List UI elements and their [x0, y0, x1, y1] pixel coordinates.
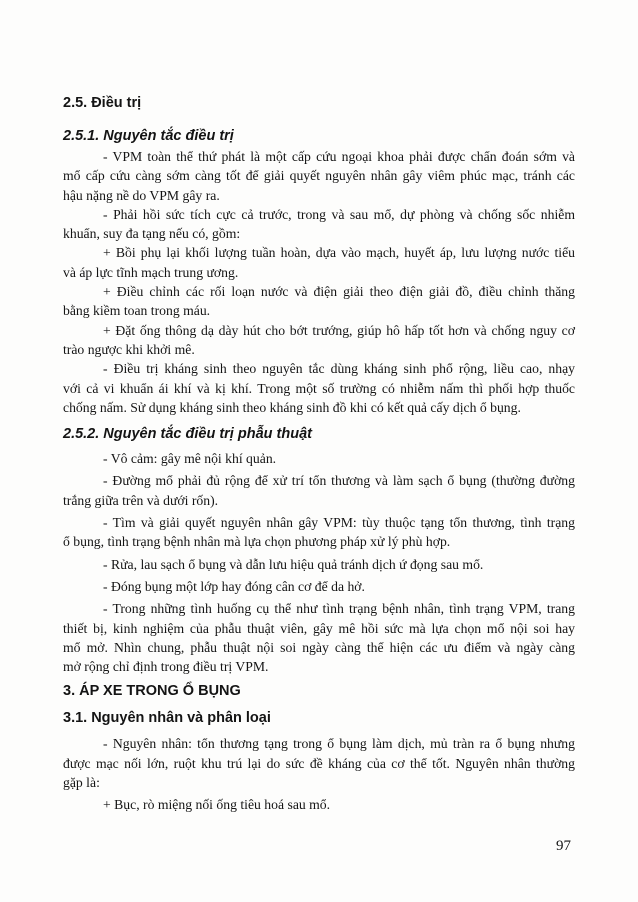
- paragraph: [63, 449, 575, 468]
- section-heading: 3. ÁP XE TRONG Ổ BỤNG: [63, 683, 241, 700]
- paragraph: [63, 513, 575, 552]
- page-body: [63, 92, 575, 815]
- subsection-heading: 3.1. Nguyên nhân và phân loại: [63, 710, 271, 727]
- subsection-heading: 2.5.2. Nguyên tắc điều trị phẫu thuật: [63, 426, 312, 443]
- text-line: ổ bụng, tình trạng bệnh nhân mà lựa chọn phương pháp xử lý phù hợp.: [63, 534, 451, 550]
- text-line: - Trong những tình huống cụ thể như tình trạng bệnh nhân, tình trạng VPM, trang: [103, 601, 575, 617]
- page-number: 97: [556, 838, 571, 854]
- paragraph: [63, 555, 575, 574]
- paragraph: [63, 147, 575, 205]
- text-line: hậu nặng nề do VPM gây ra.: [63, 187, 220, 203]
- text-line: và áp lực tĩnh mạch trung ương.: [63, 264, 239, 280]
- text-line: bằng kiềm toan trong máu.: [63, 303, 211, 319]
- text-line: - Điều trị kháng sinh theo nguyên tắc dùng kháng sinh phổ rộng, liều cao, nhạy: [103, 361, 575, 377]
- text-line: + Điều chỉnh các rối loạn nước và điện giải theo điện giải đồ, điều chỉnh thăng: [103, 284, 575, 300]
- text-line: + Đặt ống thông dạ dày hút cho bớt trướng, giúp hô hấp tốt hơn và chống nguy cơ: [103, 322, 575, 338]
- text-line: - Đường mổ phải đủ rộng để xử trí tổn thương và làm sạch ổ bụng (thường đường: [103, 473, 575, 489]
- text-line: trắng giữa trên và dưới rốn).: [63, 492, 219, 508]
- text-line: - Phải hồi sức tích cực cả trước, trong và sau mổ, dự phòng và chống sốc nhiễm: [103, 206, 575, 222]
- text-line: với cả vi khuẩn ái khí và kị khí. Trong một số trường có nhiễm nấm thì phối hợp thuốc: [63, 380, 575, 396]
- paragraph: [63, 243, 575, 282]
- text-line: - Rửa, lau sạch ổ bụng và dẫn lưu hiệu quả tránh dịch ứ đọng sau mổ.: [103, 556, 484, 572]
- paragraph: [63, 599, 575, 676]
- text-line: + Bồi phụ lại khối lượng tuần hoàn, dựa vào mạch, huyết áp, lưu lượng nước tiểu: [103, 245, 575, 261]
- paragraph: [63, 205, 575, 244]
- subsection-body: [63, 147, 575, 417]
- paragraph: [63, 282, 575, 321]
- text-line: - Vô cảm: gây mê nội khí quản.: [103, 451, 277, 467]
- subsection-body: [63, 449, 575, 676]
- text-line: được mạc nối lớn, ruột khu trú lại do sức đề kháng của cơ thể tốt. Nguyên nhân thường: [63, 755, 575, 771]
- text-line: gặp là:: [63, 775, 100, 791]
- text-line: - Tìm và giải quyết nguyên nhân gây VPM: tùy thuộc tạng tổn thương, tình trạng: [103, 515, 575, 531]
- text-line: mổ cấp cứu càng sớm càng tốt để giải quyết nguyên nhân gây viêm phúc mạc, tránh các: [63, 168, 575, 184]
- text-line: thiết bị, kinh nghiệm của phẫu thuật viên, gây mê hồi sức mà lựa chọn mổ nội soi hay: [63, 620, 575, 636]
- subsection-heading: 2.5.1. Nguyên tắc điều trị: [63, 128, 234, 144]
- paragraph: [63, 734, 575, 792]
- text-line: - Đóng bụng một lớp hay đóng cân cơ để da hở.: [103, 578, 365, 594]
- paragraph: [63, 321, 575, 360]
- text-line: khuẩn, suy đa tạng nếu có, gồm:: [63, 226, 241, 242]
- section-heading: 2.5. Điều trị: [63, 95, 142, 111]
- subsection-body: [63, 734, 575, 814]
- paragraph: [63, 359, 575, 417]
- text-line: + Bục, rò miệng nối ống tiêu hoá sau mổ.: [103, 797, 331, 813]
- text-line: chống nấm. Sử dụng kháng sinh theo kháng sinh đồ khi có kết quả cấy dịch ổ bụng.: [63, 399, 521, 415]
- paragraph: [63, 471, 575, 510]
- text-line: - VPM toàn thể thứ phát là một cấp cứu ngoại khoa phải được chẩn đoán sớm và: [103, 149, 575, 164]
- paragraph: [63, 577, 575, 596]
- text-line: mở rộng chỉ định trong điều trị VPM.: [63, 659, 269, 675]
- text-line: - Nguyên nhân: tổn thương tạng trong ổ bụng làm dịch, mủ tràn ra ổ bụng nhưng: [103, 736, 575, 752]
- text-line: trào ngược khi khởi mê.: [63, 341, 195, 357]
- text-line: mổ mở. Nhìn chung, phẫu thuật nội soi ngày càng thể hiện các ưu điểm và ngày càng: [63, 639, 575, 655]
- paragraph: [63, 795, 575, 814]
